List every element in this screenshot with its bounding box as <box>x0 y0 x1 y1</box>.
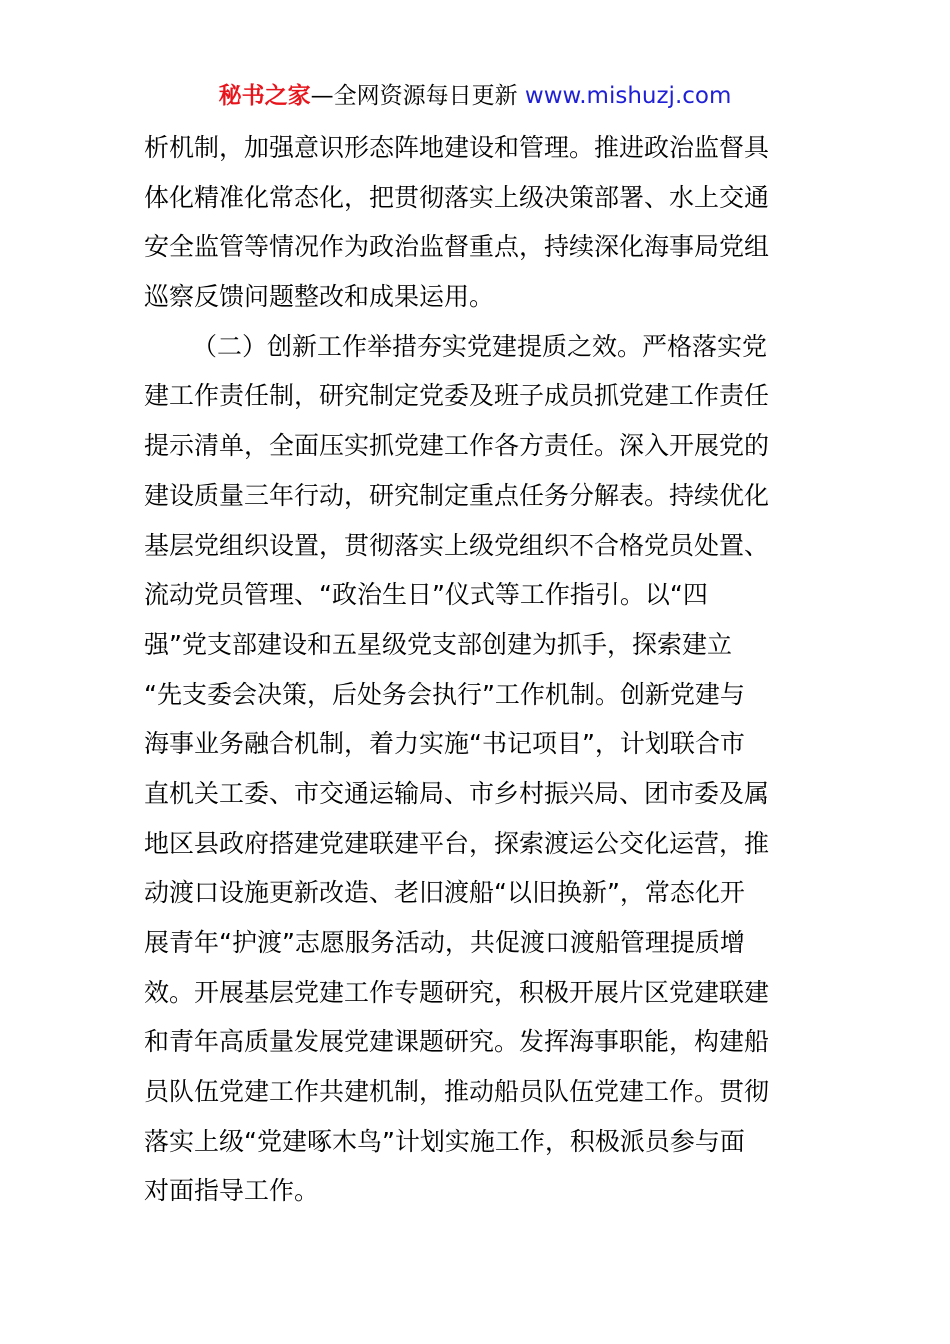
text-line: “先支委会决策，后处务会执行”工作机制。创新党建与 <box>144 679 745 709</box>
text-line: 地区县政府搭建党建联建平台，探索渡运公交化运营，推 <box>144 828 770 858</box>
text-line: 基层党组织设置，贯彻落实上级党组织不合格党员处置、 <box>144 530 770 560</box>
page-header <box>0 80 950 112</box>
section-heading-line: （二）创新工作举措夯实党建提质之效。严格落实党 <box>192 331 768 361</box>
text-line: 动渡口设施更新改造、老旧渡船“以旧换新”，常态化开 <box>144 878 745 908</box>
site-tagline: —全网资源每日更新 <box>310 83 525 109</box>
text-line: 安全监管等情况作为政治监督重点，持续深化海事局党组 <box>144 232 770 262</box>
text-line: 巡察反馈问题整改和成果运用。 <box>144 282 495 312</box>
text-line: 对面指导工作。 <box>144 1176 320 1206</box>
text-line: 直机关工委、市交通运输局、市乡村振兴局、团市委及属 <box>144 778 770 808</box>
text-line: 落实上级“党建啄木鸟”计划实施工作，积极派员参与面 <box>144 1126 745 1156</box>
text-line: 效。开展基层党建工作专题研究，积极开展片区党建联建 <box>144 977 770 1007</box>
text-line: 员队伍党建工作共建机制，推动船员队伍党建工作。贯彻 <box>144 1077 770 1107</box>
text-line: 提示清单，全面压实抓党建工作各方责任。深入开展党的 <box>144 431 770 461</box>
text-line: 体化精准化常态化，把贯彻落实上级决策部署、水上交通 <box>144 182 770 212</box>
text-line: 展青年“护渡”志愿服务活动，共促渡口渡船管理提质增 <box>144 928 745 957</box>
text-line: 建设质量三年行动，研究制定重点任务分解表。持续优化 <box>144 480 770 510</box>
text-line: 强”党支部建设和五星级党支部创建为抓手，探索建立 <box>144 629 732 659</box>
site-url-link[interactable]: www.mishuzj.com <box>524 83 732 109</box>
text-line: 海事业务融合机制，着力实施“书记项目”，计划联合市 <box>144 729 745 759</box>
document-body <box>144 123 808 1216</box>
text-line: 和青年高质量发展党建课题研究。发挥海事职能，构建船 <box>144 1027 770 1057</box>
text-line: 建工作责任制，研究制定党委及班子成员抓党建工作责任 <box>144 381 770 411</box>
site-brand: 秘书之家 <box>218 83 311 109</box>
text-line: 析机制，加强意识形态阵地建设和管理。推进政治监督具 <box>144 133 770 162</box>
text-line: 流动党员管理、“政治生日”仪式等工作指引。以“四 <box>144 580 708 610</box>
